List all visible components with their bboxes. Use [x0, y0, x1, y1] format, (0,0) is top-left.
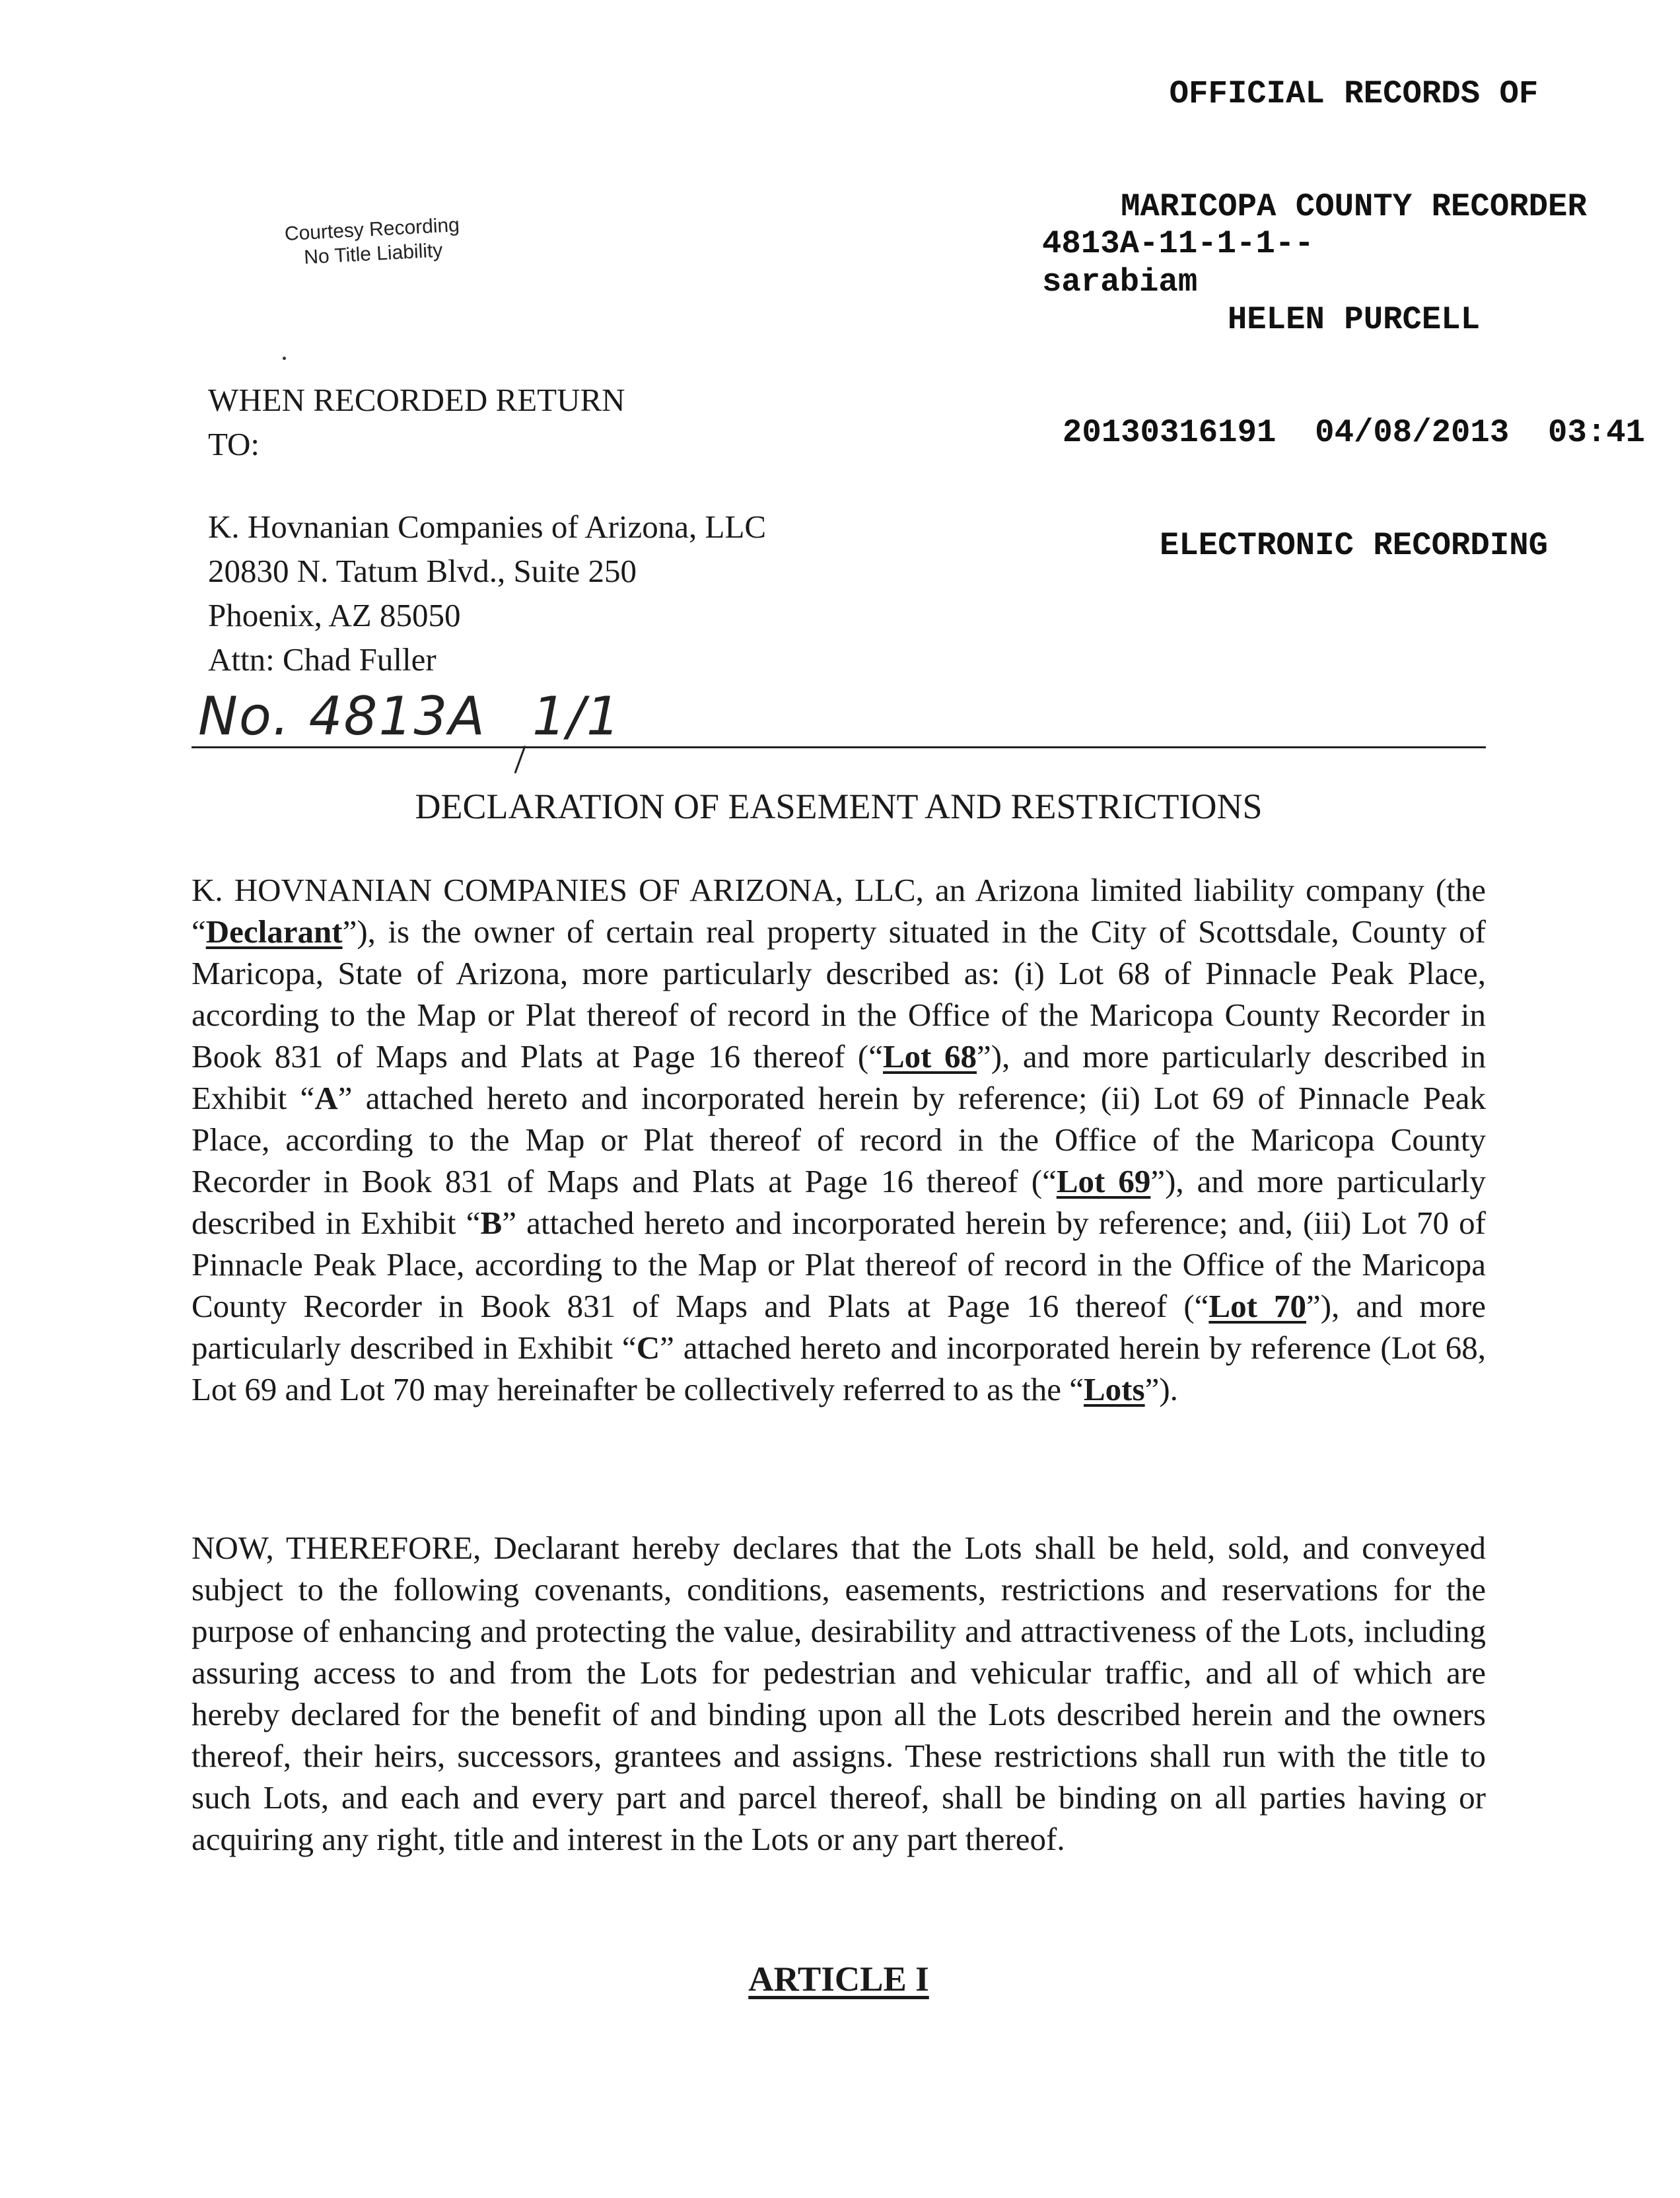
para1-text-8: ” attached hereto and incorporated herein by reference (Lot 68, Lot 69 and Lot 70 may hereinafter be collectively referred to as the “	[192, 1329, 1486, 1407]
exhibit-b: B	[480, 1205, 503, 1241]
term-lots: Lots	[1084, 1371, 1145, 1407]
para1-text-2: ”), is the owner of certain real property situated in the City of Scottsdale, County of Maricopa, State of Arizona, more particularly described as: (i) Lot 68 of Pinnacle Peak Place, according to the Map or Plat thereof of record in the Office of the Maricopa County Recorder in Book 831 of Maps and Plats at Page 16 thereof (“	[192, 913, 1486, 1075]
handwritten-mark: 1/1	[532, 686, 621, 747]
handwritten-annotation	[198, 687, 621, 746]
para1-text-4: ” attached hereto and incorporated herein by reference; (ii) Lot 69 of Pinnacle Peak Place, according to the Map or Plat thereof of record in the Office of the Maricopa County Recorder in Book 831 of Maps and Plats at Page 16 thereof (“	[192, 1080, 1486, 1199]
recorder-stamp-line-5: ELECTRONIC RECORDING	[1159, 527, 1549, 564]
term-lot-69: Lot 69	[1056, 1163, 1151, 1199]
para1-text-5: ”), and more particularly described in Exhibit “	[192, 1163, 1486, 1241]
para1-text-9: ”).	[1144, 1371, 1178, 1407]
handwritten-tick	[514, 746, 526, 773]
return-to-heading	[208, 378, 625, 466]
courtesy-recording-stamp	[284, 213, 462, 271]
document-title: DECLARATION OF EASEMENT AND RESTRICTIONS	[415, 787, 1263, 826]
address-city: Phoenix, AZ 85050	[208, 597, 461, 633]
para1-text-3: ”), and more particularly described in Exhibit “	[192, 1038, 1486, 1116]
recorder-stamp	[1030, 0, 1677, 602]
handwritten-number: No. 4813A	[198, 686, 486, 747]
stray-dot	[283, 357, 286, 360]
term-lot-68: Lot 68	[882, 1038, 977, 1075]
term-lot-70: Lot 70	[1208, 1288, 1307, 1324]
recording-user: sarabiam	[1042, 264, 1198, 301]
paragraph-recitals	[192, 869, 1486, 1410]
recording-number-date-time: 20130316191 04/08/2013 03:41	[1062, 414, 1646, 451]
signature-rule	[192, 746, 1486, 748]
para1-text-6: ” attached hereto and incorporated herein by reference; and, (iii) Lot 70 of Pinnacle Peak Place, according to the Map or Plat thereof of record in the Office of the Maricopa County Recorder in Book 831 of Maps and Plats at Page 16 thereof (“	[192, 1205, 1486, 1324]
address-street: 20830 N. Tatum Blvd., Suite 250	[208, 553, 637, 589]
paragraph-declaration: NOW, THEREFORE, Declarant hereby declares that the Lots shall be held, sold, and conveyed subject to the following covenants, conditions, easements, restrictions and reservations for the purpose of enhancing and protecting the value, desirability and attractiveness of the Lots, including assuring access to and from the Lots for pedestrian and vehicular traffic, and all of which are hereby declared for the benefit of and binding upon all the Lots described herein and the owners thereof, their heirs, successors, grantees and assigns. These restrictions shall run with the title to such Lots, and each and every part and parcel thereof, shall be binding on all parties having or acquiring any right, title and interest in the Lots or any part thereof.	[192, 1530, 1486, 1857]
exhibit-a: A	[314, 1080, 338, 1116]
address-company: K. Hovnanian Companies of Arizona, LLC	[208, 509, 767, 545]
recorder-stamp-line-2: MARICOPA COUNTY RECORDER	[1121, 188, 1587, 225]
return-to-line-1: WHEN RECORDED RETURN	[208, 382, 625, 418]
recording-code: 4813A-11-1-1--	[1042, 225, 1314, 262]
address-attn: Attn: Chad Fuller	[208, 641, 437, 678]
para1-text-1: K. HOVNANIAN COMPANIES OF ARIZONA, LLC, an Arizona limited liability company (the “	[192, 872, 1486, 950]
courtesy-stamp-line-2: No Title Liability	[303, 239, 444, 269]
term-declarant: Declarant	[205, 913, 343, 950]
return-address	[208, 505, 766, 682]
recording-reference	[1042, 225, 1314, 301]
article-heading: ARTICLE I	[748, 1960, 929, 1999]
para1-text-7: ”), and more particularly described in Exhibit “	[192, 1288, 1486, 1366]
recorder-stamp-line-1: OFFICIAL RECORDS OF	[1169, 75, 1539, 112]
courtesy-stamp-line-1: Courtesy Recording	[284, 214, 460, 245]
recorder-stamp-line-3: HELEN PURCELL	[1227, 301, 1481, 338]
return-to-line-2: TO:	[208, 426, 260, 462]
exhibit-c: C	[636, 1329, 660, 1366]
